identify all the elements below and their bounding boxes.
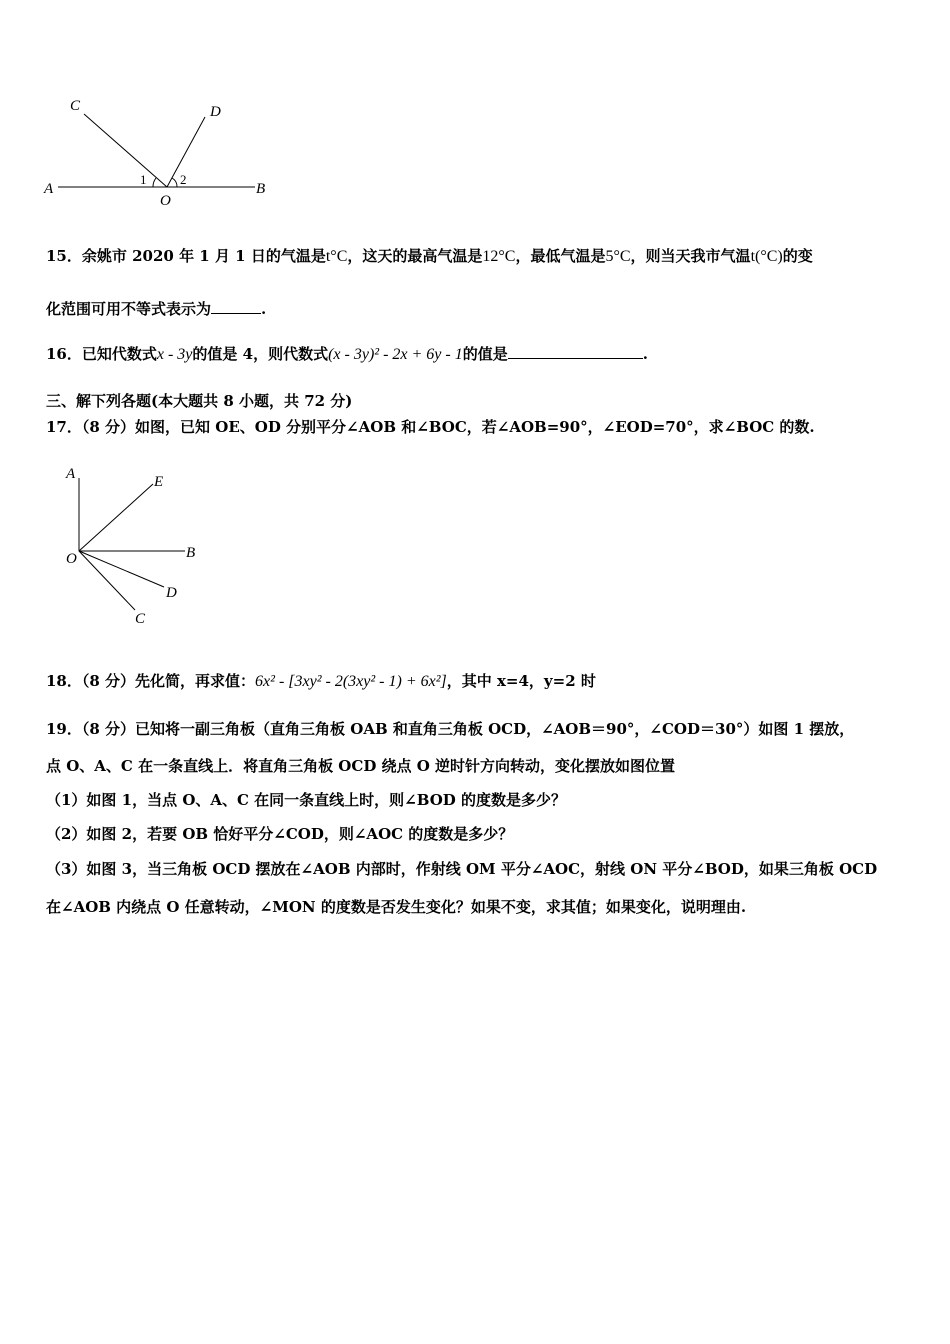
label-a: A bbox=[44, 181, 54, 197]
q16-expr2: (x - 3y)² - 2x + 6y - 1 bbox=[328, 346, 463, 363]
ray-oc-2 bbox=[79, 551, 135, 610]
q15-t-unit: t°C bbox=[325, 248, 348, 265]
angle-arc-1 bbox=[153, 178, 156, 187]
label-d-2: D bbox=[166, 585, 177, 601]
q15-high-temp: 12°C bbox=[482, 248, 516, 265]
q17-text: 17．（8 分）如图，已知 OE、OD 分别平分∠AOB 和∠BOC，若∠AOB=90°，∠EOD=70°，求∠BOC 的数. bbox=[46, 418, 815, 436]
q16-suffix: 的值是 bbox=[462, 345, 508, 363]
q19-sub2: （2）如图 2，若要 OB 恰好平分∠COD，则∠AOC 的度数是多少？ bbox=[46, 825, 514, 843]
label-d: D bbox=[210, 104, 221, 120]
q15-prefix: 15．余姚市 2020 年 1 月 1 日的气温是 bbox=[46, 247, 326, 265]
q19-line1: 19．（8 分）已知将一副三角板（直角三角板 OAB 和直角三角板 OCD，∠AOB＝90°，∠COD＝30°）如图 1 摆放， bbox=[46, 720, 855, 738]
q15-end1: 的变 bbox=[782, 247, 813, 265]
q15-mid1: ，这天的最高气温是 bbox=[347, 247, 483, 265]
ray-oe bbox=[79, 484, 153, 551]
q16-line bbox=[46, 343, 648, 365]
q15-answer-blank[interactable] bbox=[211, 298, 261, 314]
figure-rays-oabcde bbox=[58, 460, 218, 630]
label-angle-2: 2 bbox=[180, 172, 187, 187]
label-o-2: O bbox=[66, 551, 77, 567]
q15-low-temp: 5°C bbox=[605, 248, 631, 265]
q16-expr1: x - 3y bbox=[156, 346, 193, 363]
q15-line2-end: . bbox=[261, 300, 267, 318]
q16-end: . bbox=[642, 345, 648, 363]
label-c-2: C bbox=[135, 611, 146, 627]
label-a-2: A bbox=[66, 466, 76, 482]
label-b: B bbox=[256, 181, 266, 197]
q18-expr: 6x² - [3xy² - 2(3xy² - 1) + 6x²] bbox=[255, 673, 447, 690]
q15-mid2: ，最低气温是 bbox=[515, 247, 606, 265]
q16-answer-blank[interactable] bbox=[508, 343, 643, 359]
label-angle-1: 1 bbox=[140, 172, 147, 187]
figure-angles-cod bbox=[40, 92, 280, 212]
q19-line2: 点 O、A、C 在一条直线上．将直角三角板 OCD 绕点 O 逆时针方向转动，变化摆放如图位置 bbox=[46, 757, 676, 775]
q15-line2 bbox=[46, 298, 266, 319]
q16-mid: 的值是 4，则代数式 bbox=[192, 345, 329, 363]
angle-arc-2 bbox=[172, 178, 177, 187]
q15-t-paren: t(°C) bbox=[750, 248, 783, 265]
label-e: E bbox=[154, 474, 164, 490]
label-o: O bbox=[160, 193, 171, 209]
section3-title: 三、解下列各题(本大题共 8 小题，共 72 分) bbox=[46, 392, 353, 410]
label-b-2: B bbox=[186, 545, 196, 561]
q16-prefix: 16．已知代数式 bbox=[46, 345, 157, 363]
ray-oc bbox=[84, 114, 167, 187]
q19-sub1: （1）如图 1，当点 O、A、C 在同一条直线上时，则∠BOD 的度数是多少？ bbox=[46, 791, 567, 809]
label-c: C bbox=[70, 98, 81, 114]
q19-sub3: （3）如图 3，当三角板 OCD 摆放在∠AOB 内部时，作射线 OM 平分∠AOC，射线 ON 平分∠BOD，如果三角板 OCD bbox=[46, 860, 878, 878]
q15-mid3: ，则当天我市气温 bbox=[630, 247, 751, 265]
q19-sub4: 在∠AOB 内绕点 O 任意转动，∠MON 的度数是否发生变化？如果不变，求其值；如果变化，说明理由. bbox=[46, 898, 747, 916]
q15-line2-text: 化范围可用不等式表示为 bbox=[46, 300, 212, 318]
q18-line bbox=[46, 671, 596, 692]
q18-prefix: 18．（8 分）先化简，再求值： bbox=[46, 672, 256, 690]
ray-od-2 bbox=[79, 551, 164, 587]
q15-line1 bbox=[46, 246, 813, 267]
q18-suffix: ，其中 x=4，y=2 时 bbox=[446, 672, 596, 690]
